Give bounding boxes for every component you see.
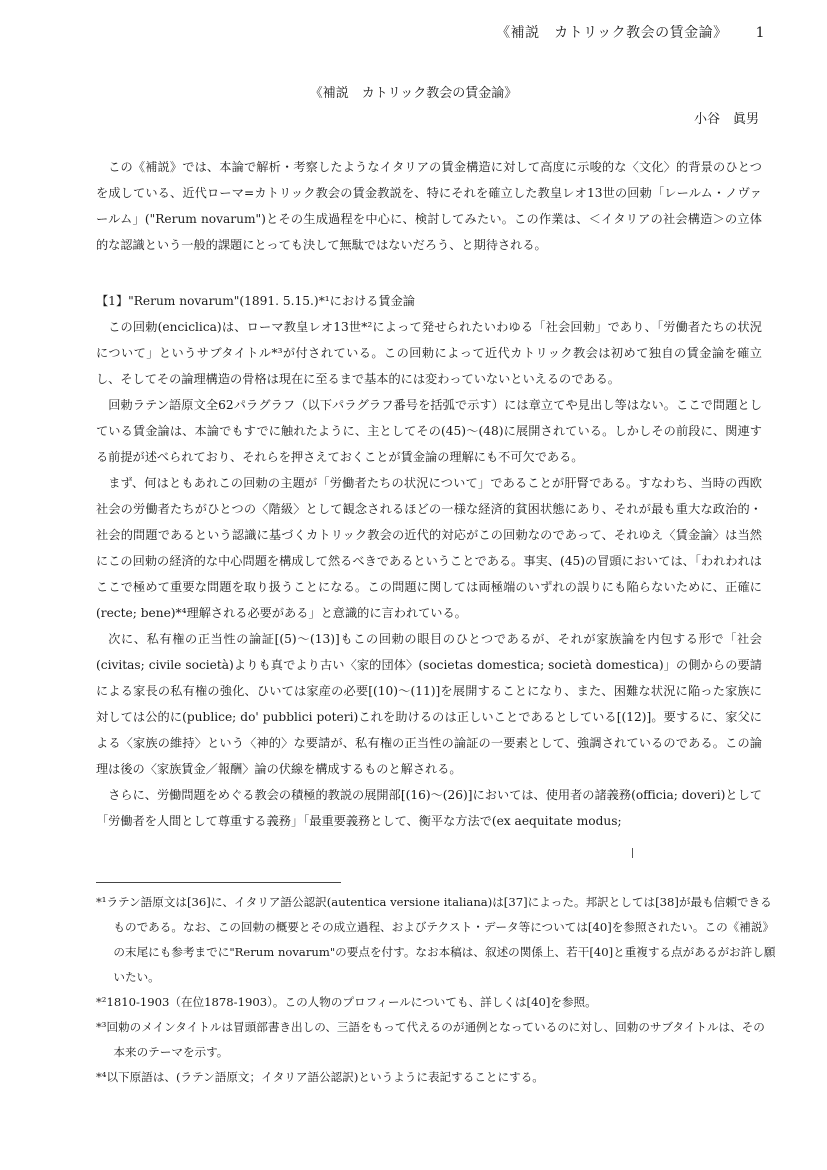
footnote-2: *²1810-1903（在位1878-1903）。この人物のプロフィールについても、詳しくは[40]を参照。	[96, 995, 597, 1009]
footnotes	[96, 890, 776, 1090]
footnote-1: *¹ラテン語原文は[36]に、イタリア語公認訳(autentica versione italiana)は[37]によった。邦訳としては[38]が最も信頼できるものである。なお、この回勅の概要とその成立過程、およびテクスト・データ等については[40]を参照されたい。この《補説》の末尾にも参考までに"Rerum novarum"の要点を付す。なお本稿は、叙述の関係上、若干[40]と重複する点があるがお許し願いたい。	[96, 895, 776, 984]
running-header	[496, 22, 765, 42]
intro-block	[96, 154, 762, 258]
author-name: 小谷 眞男	[693, 112, 759, 127]
body-paragraph: まず、何はともあれこの回勅の主題が「労働者たちの状況について」であることが肝腎である。すなわち、当時の西欧社会の労働者たちがひとつの〈階級〉として観念されるほどの一様な経済的貧困状態にあり、それが最も重大な政治的・社会的問題であるという認識に基づくカトリック教会の近代的対応がこの回勅なのであって、それゆえ〈賃金論〉は当然にこの回勅の経済的な中心問題を構成して然るべきであるということである。事実、(45)の冒頭においては、「われわれはここで極めて重要な問題を取り扱うことになる。この問題に関しては両極端のいずれの誤りにも陥らないために、正確に(recte; bene)*⁴理解される必要がある」と意識的に言われている。	[96, 476, 762, 620]
footnote-4: *⁴以下原語は、(ラテン語原文；イタリア語公認訳)というように表記することにする。	[96, 1070, 544, 1084]
page-number: 1	[755, 25, 765, 41]
intro-paragraph: この《補説》では、本論で解析・考察したようなイタリアの賃金構造に対して高度に示唆的な〈文化〉的背景のひとつを成している、近代ローマ=カトリック教会の賃金教説を、特にそれを確立した教皇レオ13世の回勅「レールム・ノヴァールム」("Rerum novarum")とその生成過程を中心に、検討してみたい。この作業は、＜イタリアの社会構造＞の立体的な認識という一般的課題にとっても決して無駄ではないだろう、と期待される。	[96, 160, 762, 252]
article-title: 《補説 カトリック教会の賃金論》	[309, 86, 518, 101]
section-1	[96, 288, 762, 834]
body-paragraph: 次に、私有権の正当性の論証[(5)～(13)]もこの回勅の眼目のひとつであるが、それが家族論を内包する形で「社会(civitas; civile società)よりも真でより古い〈家的団体〉(societas domestica; società domestica)」の側からの要請による家長の私有権の強化、ひいては家産の必要[(10)～(11)]を展開することになり、また、困難な状況に陥った家族に対しては公的に(publice; do' pubblici poteri)これを助けるのは正しいことであるとしている[(12)]。要するに、家父による〈家族の維持〉という〈神的〉な要請が、私有権の正当性の論証の一要素として、強調されているのである。この論理は後の〈家族賃金／報酬〉論の伏線を構成するものと解される。	[96, 632, 762, 776]
body-paragraph: 回勅ラテン語原文全62パラグラフ（以下パラグラフ番号を括弧で示す）には章立てや見出し等はない。ここで問題としている賃金論は、本論でもすでに触れたように、主としてその(45)～(48)に展開されている。しかしその前段に、関連する前提が述べられており、それらを押さえておくことが賃金論の理解にも不可欠である。	[96, 398, 762, 464]
body-paragraph: さらに、労働問題をめぐる教会の積極的教説の展開部[(16)～(26)]においては、使用者の諸義務(officia; doveri)として「労働者を人間として尊重する義務」「最重要義務として、衡平な方法で(ex aequitate modus;	[96, 788, 762, 828]
running-title: 《補説 カトリック教会の賃金論》	[496, 25, 728, 41]
body-paragraph: この回勅(enciclica)は、ローマ教皇レオ13世*²によって発せられたいわゆる「社会回勅」であり、「労働者たちの状況について」というサブタイトル*³が付されている。この回勅によって近代カトリック教会は初めて独自の賃金論を確立し、そしてその論理構造の骨格は現在に至るまで基本的には変わっていないといえるのである。	[96, 320, 762, 386]
footnote-divider	[96, 882, 341, 883]
footnote-3: *³回勅のメインタイトルは冒頭部書き出しの、三語をもって代えるのが通例となっているのに対し、回勅のサブタイトルは、その本来のテーマを示す。	[96, 1020, 765, 1059]
scan-mark	[632, 848, 633, 858]
section-heading: 【1】"Rerum novarum"(1891. 5.15.)*¹における賃金論	[96, 294, 415, 308]
